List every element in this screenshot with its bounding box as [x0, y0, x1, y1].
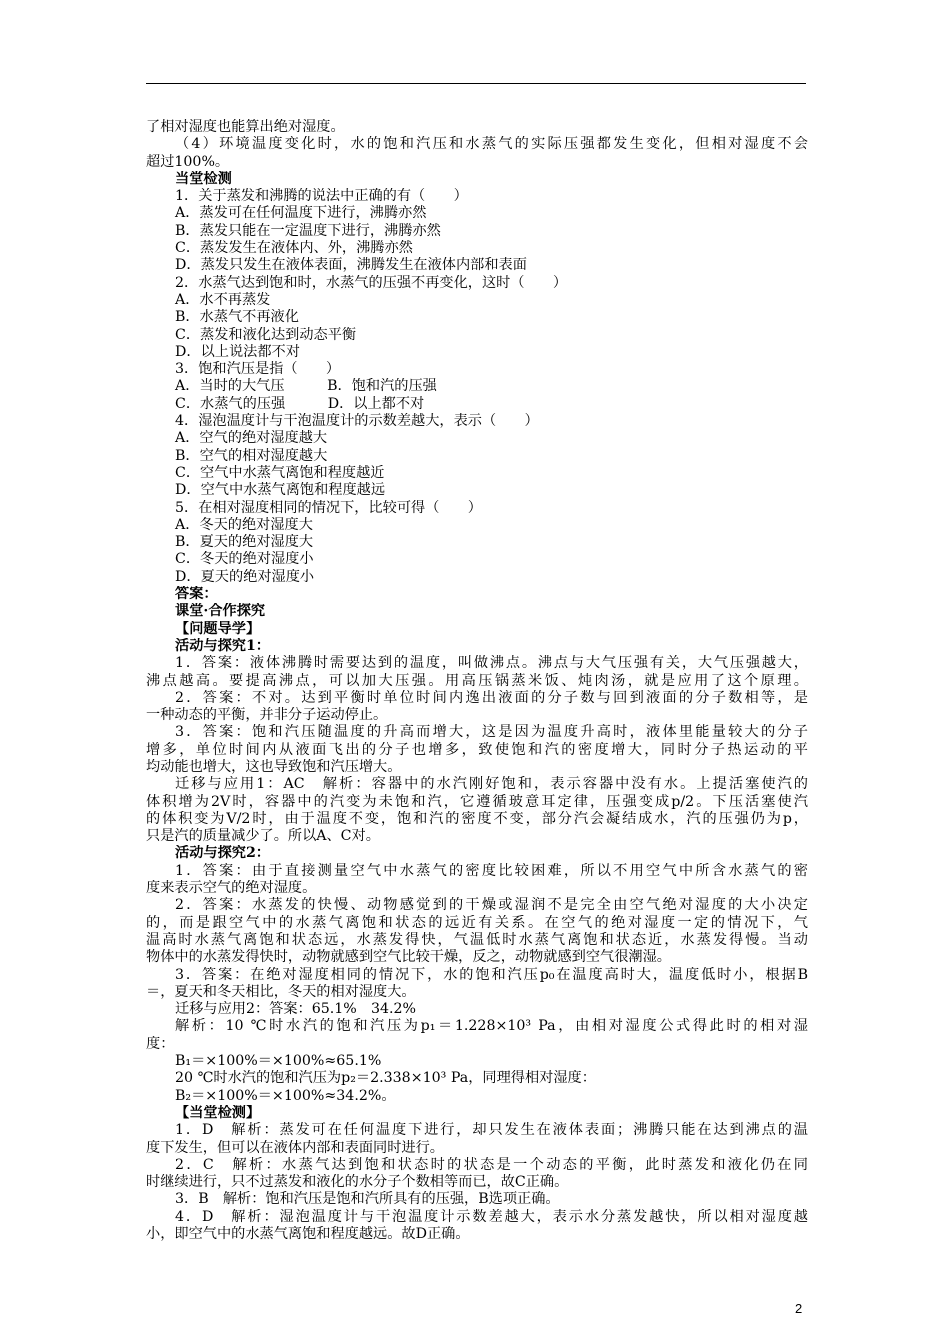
text-line: 【当堂检测】	[175, 1104, 261, 1121]
text-line: 度来表示空气的绝对湿度。	[146, 880, 317, 897]
text-line: 4．D 解析：湿泡温度计与干泡温度计示数差越大，表示水分蒸发越快，所以相对湿度越	[175, 1208, 808, 1225]
text-line: 1．D 解析：蒸发可在任何温度下进行，却只发生在液体表面；沸腾只能在达到沸点的温	[175, 1122, 808, 1139]
text-line: 温高时水蒸气离饱和状态远，水蒸发得快，气温低时水蒸气离饱和状态近，水蒸发得慢。当动	[146, 931, 808, 948]
text-line: D．以上说法都不对	[175, 343, 300, 360]
text-line: 2．水蒸气达到饱和时，水蒸气的压强不再变化，这时（ ）	[175, 274, 568, 291]
text-line: 度：	[146, 1035, 175, 1052]
text-line: 当堂检测	[175, 170, 232, 187]
text-line: B₁＝×100%＝×100%≈65.1%	[175, 1053, 382, 1070]
text-line: 3．答案：在绝对湿度相同的情况下，水的饱和汽压p₀在温度高时大，温度低时小，根据B	[175, 966, 808, 983]
text-line: 时继续进行，只不过蒸发和液化的水分子个数相等而已，故C正确。	[146, 1174, 569, 1191]
text-line: 均动能也增大，这也导致饱和汽压增大。	[146, 758, 402, 775]
text-line: 2．答案：不对。达到平衡时单位时间内逸出液面的分子数与回到液面的分子数相等，是	[175, 689, 808, 706]
text-line: 迁移与应用2：答案：65.1% 34.2%	[175, 1001, 417, 1018]
text-line: 3．B 解析：饱和汽压是饱和汽所具有的压强，B选项正确。	[175, 1191, 560, 1208]
text-line: A．蒸发可在任何温度下进行，沸腾亦然	[175, 205, 427, 222]
text-line: A．空气的绝对湿度越大	[175, 430, 328, 447]
text-line: 3．答案：饱和汽压随温度的升高而增大，这是因为温度升高时，液体里能量较大的分子	[175, 724, 808, 741]
text-line: D．空气中水蒸气离饱和程度越远	[175, 482, 386, 499]
text-line: 一种动态的平衡，并非分子运动停止。	[146, 707, 388, 724]
text-line: 活动与探究1：	[175, 637, 270, 654]
page-number: 2	[795, 1301, 803, 1316]
text-line: C．空气中水蒸气离饱和程度越近	[175, 464, 385, 481]
text-line: C．蒸发和液化达到动态平衡	[175, 326, 357, 343]
text-line: A．当时的大气压 B．饱和汽的压强	[175, 378, 437, 395]
text-line: 迁移与应用1：AC 解析：容器中的水汽刚好饱和，表示容器中没有水。上提活塞使汽的	[175, 776, 808, 793]
text-line: D．蒸发只发生在液体表面，沸腾发生在液体内部和表面	[175, 257, 527, 274]
text-line: A．冬天的绝对湿度大	[175, 516, 313, 533]
text-line: 1．关于蒸发和沸腾的说法中正确的有（ ）	[175, 188, 468, 205]
text-line: 1．答案：由于直接测量空气中水蒸气的密度比较困难，所以不用空气中所含水蒸气的密	[175, 862, 808, 879]
text-line: 度下发生，但可以在液体内部和表面同时进行。	[146, 1139, 444, 1156]
text-line: ＝，夏天和冬天相比，冬天的相对湿度大。	[146, 983, 416, 1000]
text-line: C．水蒸气的压强 D．以上都不对	[175, 395, 425, 412]
text-line: 2．C 解析：水蒸气达到饱和状态时的状态是一个动态的平衡，此时蒸发和液化仍在同	[175, 1156, 808, 1173]
text-line: 3．饱和汽压是指（ ）	[175, 361, 341, 378]
text-line: 课堂·合作探究	[175, 603, 266, 620]
text-line: 增多，单位时间内从液面飞出的分子也增多，致使饱和汽的密度增大，同时分子热运动的平	[146, 741, 808, 758]
text-line: 答案：	[175, 586, 218, 603]
text-line: 了相对湿度也能算出绝对湿度。	[146, 119, 345, 135]
text-line: B．蒸发只能在一定温度下进行，沸腾亦然	[175, 222, 441, 239]
text-line: 小，即空气中的水蒸气离饱和程度越远。故D正确。	[146, 1226, 470, 1242]
text-line: B．空气的相对湿度越大	[175, 447, 328, 464]
text-line: 20 ℃时水汽的饱和汽压为p₂＝2.338×10³ Pa，同理得相对湿度：	[175, 1070, 596, 1087]
text-line: B．水蒸气不再液化	[175, 309, 299, 326]
text-line: 的体积变为V/2时，由于温度不变，饱和汽的密度不变，部分汽会凝结成水，汽的压强仍为p，	[146, 810, 808, 827]
header-rule	[146, 83, 806, 84]
text-line: 4．湿泡温度计与干泡温度计的示数差越大，表示（ ）	[175, 413, 539, 430]
text-line: B₂＝×100%＝×100%≈34.2%。	[175, 1087, 396, 1104]
text-line: 超过100%。	[146, 153, 230, 170]
text-line: C．蒸发发生在液体内、外，沸腾亦然	[175, 240, 413, 257]
text-line: 物体中的水蒸发得快时，动物就感到空气比较干燥，反之，动物就感到空气很潮湿。	[146, 949, 671, 966]
text-line: 解析：10 ℃时水汽的饱和汽压为p₁＝1.228×10³ Pa，由相对湿度公式得此时的相对湿	[175, 1018, 808, 1035]
text-line: 1．答案：液体沸腾时需要达到的温度，叫做沸点。沸点与大气压强有关，大气压强越大，	[175, 655, 808, 672]
text-line: 体积增为2V时，容器中的汽变为未饱和汽，它遵循玻意耳定律，压强变成p/2。下压活塞使汽	[146, 793, 808, 810]
text-line: 5．在相对湿度相同的情况下，比较可得（ ）	[175, 499, 482, 516]
text-line: 活动与探究2：	[175, 845, 270, 862]
text-line: （4）环境温度变化时，水的饱和汽压和水蒸气的实际压强都发生变化，但相对湿度不会	[175, 136, 808, 153]
document-body	[146, 119, 808, 1243]
text-line: D．夏天的绝对湿度小	[175, 568, 315, 585]
text-line: C．冬天的绝对湿度小	[175, 551, 314, 568]
text-line: B．夏天的绝对湿度大	[175, 534, 314, 551]
text-line: 2．答案：水蒸发的快慢、动物感觉到的干燥或湿润不是完全由空气绝对湿度的大小决定	[175, 897, 808, 914]
text-line: 的，而是跟空气中的水蒸气离饱和状态的远近有关系。在空气的绝对湿度一定的情况下，气	[146, 914, 808, 931]
text-line: A．水不再蒸发	[175, 291, 271, 308]
text-line: 【问题导学】	[175, 620, 261, 637]
text-line: 只是汽的质量减少了。所以A、C对。	[146, 828, 380, 845]
text-line: 沸点越高。要提高沸点，可以加大压强。用高压锅蒸米饭、炖肉汤，就是应用了这个原理。	[146, 672, 808, 689]
